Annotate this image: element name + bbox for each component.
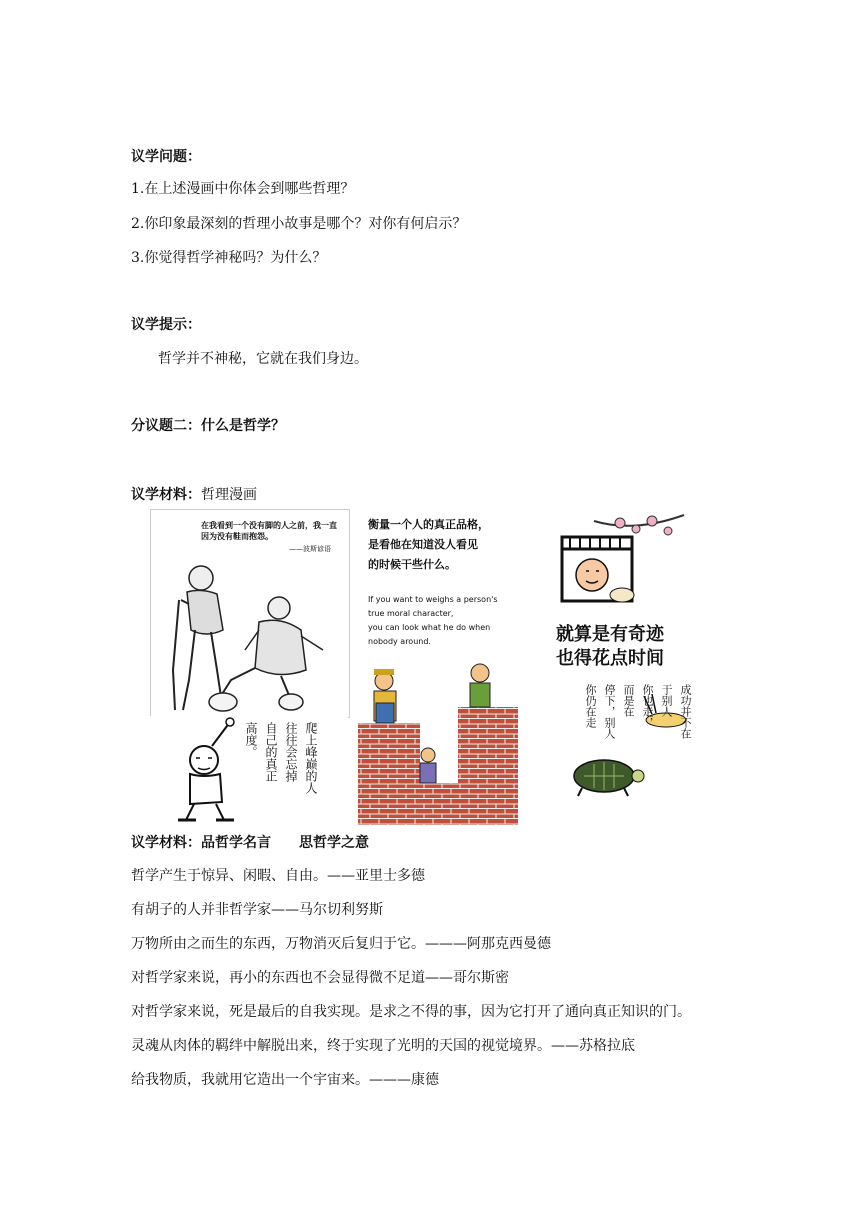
quotes-heading: 议学材料：品哲学名言 思哲学之意 bbox=[131, 835, 369, 851]
panel5-col-2: 于别人 bbox=[660, 684, 673, 717]
panel5-col-5: 停下，别人 bbox=[603, 684, 616, 739]
comic-panel-tortoise bbox=[524, 680, 696, 825]
panel4-col-1: 爬上峰巅的人 bbox=[304, 722, 318, 794]
quote-4: 对哲学家来说，再小的东西也不会显得微不足道——哥尔斯密 bbox=[131, 970, 509, 986]
panel2-cn-line-3: 的时候干些什么。 bbox=[368, 558, 456, 571]
comic-panel-peak bbox=[150, 716, 348, 825]
panel5-col-1: 成功并不在 bbox=[679, 684, 692, 739]
quote-3: 万物所由之而生的东西，万物消灭后复归于它。———阿那克西曼德 bbox=[131, 936, 551, 952]
comic-panel-brick-wall bbox=[352, 509, 520, 825]
panel3-line-1: 就算是有奇迹 bbox=[556, 624, 664, 645]
panel3-line-2: 也得花点时间 bbox=[556, 648, 664, 669]
panel2-en-line-4: nobody around. bbox=[368, 637, 431, 646]
quote-1: 哲学产生于惊异、闲暇、自由。——亚里士多德 bbox=[131, 868, 425, 884]
section-heading-questions: 议学问题： bbox=[131, 149, 201, 165]
comic-panel-no-feet bbox=[150, 509, 350, 718]
material-value: 哲理漫画 bbox=[201, 487, 257, 503]
panel4-text bbox=[244, 722, 318, 794]
panel5-col-3: 你也走， bbox=[641, 684, 654, 728]
quote-6: 灵魂从肉体的羁绊中解脱出来，终于实现了光明的天国的视觉境界。——苏格拉底 bbox=[131, 1038, 635, 1054]
quote-7: 给我物质，我就用它造出一个宇宙来。———康德 bbox=[131, 1072, 439, 1088]
quote-2: 有胡子的人并非哲学家——马尔切利努斯 bbox=[131, 902, 383, 918]
panel1-illustration bbox=[151, 510, 349, 717]
hint-text: 哲学并不神秘，它就在我们身边。 bbox=[158, 351, 368, 367]
panel3-caption bbox=[524, 623, 696, 671]
quote-5: 对哲学家来说，死是最后的自我实现。是求之不得的事，因为它打开了通向真正知识的门。 bbox=[131, 1004, 691, 1020]
panel2-en-line-2: true moral character, bbox=[368, 609, 454, 618]
subtopic-heading: 分议题二：什么是哲学？ bbox=[131, 418, 285, 434]
material-heading bbox=[131, 486, 257, 504]
panel5-col-4: 而是在 bbox=[622, 684, 635, 717]
comic-panel-miracle bbox=[524, 509, 696, 677]
material-label: 议学材料： bbox=[131, 487, 201, 503]
panel1-quote: 在我看到一个没有脚的人之前，我一直因为没有鞋而抱怨。 bbox=[201, 521, 337, 541]
panel5-text bbox=[584, 684, 692, 739]
panel4-col-4: 高度。 bbox=[244, 722, 258, 758]
panel4-col-3: 自己的真正 bbox=[264, 722, 278, 782]
section-heading-hint: 议学提示： bbox=[131, 317, 201, 333]
question-1: 1.在上述漫画中你体会到哪些哲理？ bbox=[131, 181, 355, 197]
panel2-cn-line-2: 是看他在知道没人看见 bbox=[368, 538, 478, 551]
question-2: 2.你印象最深刻的哲理小故事是哪个？对你有何启示？ bbox=[131, 216, 467, 232]
panel1-author: ——波斯谚语 bbox=[289, 545, 331, 553]
panel2-illustration bbox=[352, 509, 520, 825]
panel2-en-line-3: you can look what he do when bbox=[368, 623, 491, 632]
question-3: 3.你觉得哲学神秘吗？为什么？ bbox=[131, 250, 327, 266]
panel2-en-line-1: If you want to weighs a person's bbox=[368, 595, 498, 604]
panel4-col-2: 往往会忘掉 bbox=[284, 722, 298, 782]
panel3-illustration bbox=[524, 509, 696, 619]
panel5-col-6: 你仍在走 bbox=[584, 684, 597, 728]
panel2-cn-line-1: 衡量一个人的真正品格， bbox=[368, 518, 489, 531]
